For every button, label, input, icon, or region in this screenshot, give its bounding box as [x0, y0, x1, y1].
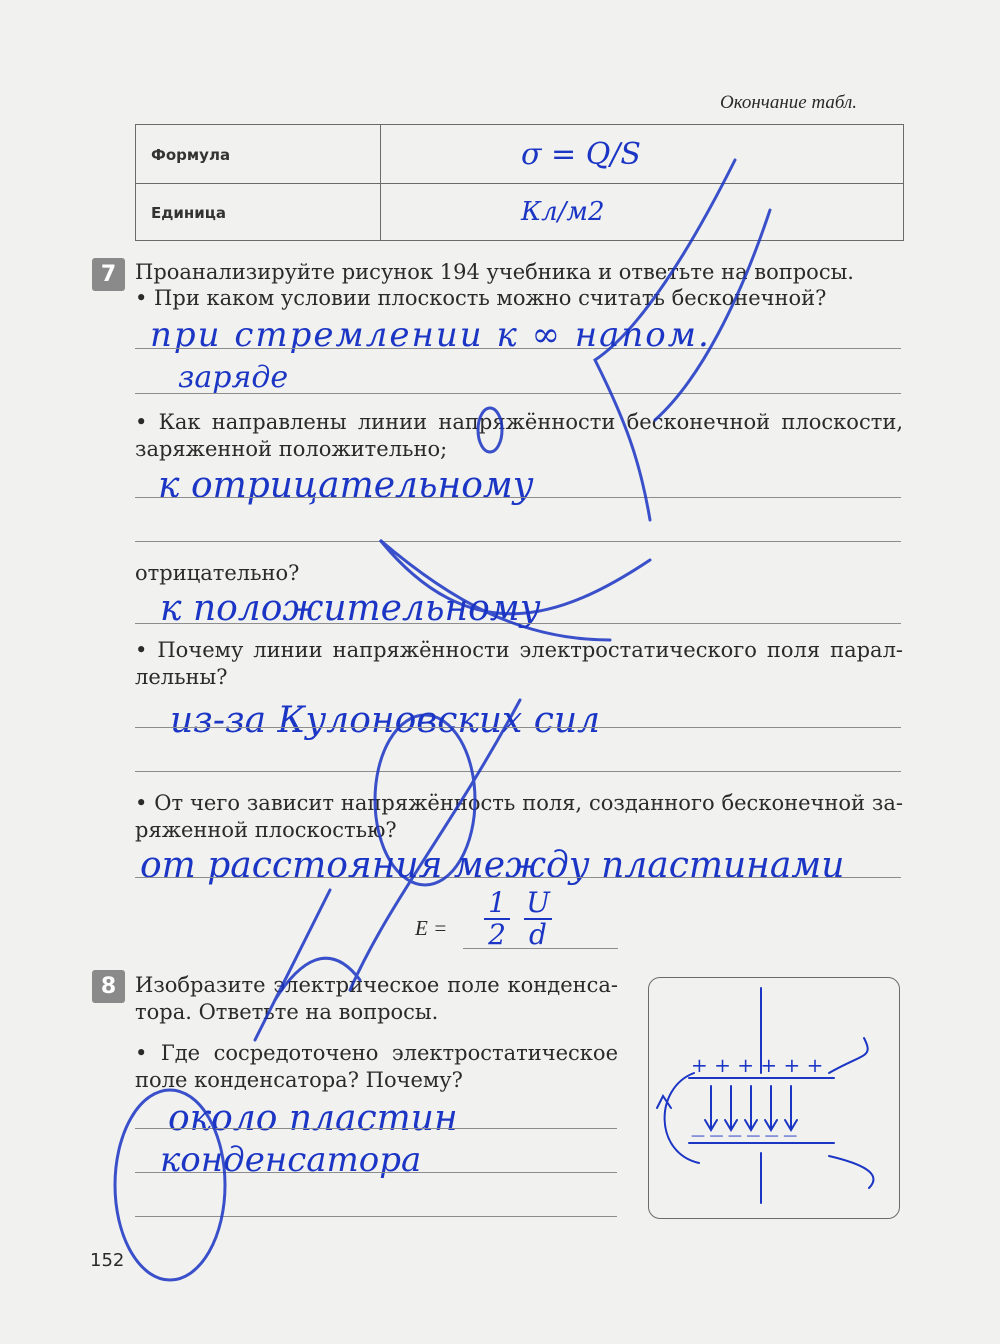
answer-text: конденсатора	[160, 1140, 422, 1180]
answer-line	[135, 877, 901, 878]
task-7-question-1: • При каком условии плоскость можно считать бесконечной?	[135, 286, 827, 310]
drawing-box	[648, 977, 900, 1219]
task-7-question-2: • Как направлены линии напряжённости бесконечной плоскости, заряженной положительно;	[135, 410, 903, 461]
capacitor-field-drawing	[649, 978, 899, 1218]
task-7-question-3: • Почему линии напряжённости электростатического поля парал- лельны?	[135, 638, 903, 689]
task-8-badge: 8	[92, 970, 125, 1003]
row-answer-formula: σ = Q/S	[381, 125, 904, 184]
row-answer-unit: Кл/м2	[381, 184, 904, 241]
answer-text: к положительному	[160, 588, 541, 629]
answer-line	[135, 771, 901, 772]
plus-signs: + + + + + +	[691, 1053, 824, 1077]
task-7-badge: 7	[92, 258, 125, 291]
answer-text: к отрицательному	[158, 465, 534, 506]
answer-line	[135, 497, 901, 498]
formula-label: E =	[415, 916, 448, 940]
table-row	[136, 125, 904, 184]
formula-line	[463, 948, 618, 949]
minus-signs: — — — — — —	[691, 1128, 798, 1144]
answer-line	[135, 1172, 617, 1173]
answer-text: около пластин	[168, 1098, 458, 1139]
formula-fraction-1: 1 2	[484, 888, 510, 950]
answer-text: при стремлении к ∞ напом.	[150, 315, 711, 355]
task-7-question-4: • От чего зависит напряжённость поля, созданного бесконечной за- ряженной плоскостью?	[135, 791, 903, 842]
answer-text: из-за Кулоновских сил	[170, 700, 601, 741]
row-label-unit: Единица	[136, 184, 381, 241]
task-7-intro: Проанализируйте рисунок 194 учебника и ответьте на вопросы.	[135, 260, 854, 284]
table-row	[136, 184, 904, 241]
answer-text: от расстояния между пластинами	[140, 845, 845, 886]
answer-line	[135, 393, 901, 394]
task-8-intro: Изобразите электрическое поле конденса- тора. Ответьте на вопросы.	[135, 973, 618, 1024]
answer-line	[135, 1216, 617, 1217]
answer-line	[135, 623, 901, 624]
formula-table	[135, 124, 904, 241]
page-number: 152	[90, 1250, 125, 1271]
answer-line	[135, 541, 901, 542]
answer-text: заряде	[178, 360, 289, 395]
answer-line	[135, 348, 901, 349]
table-caption: Окончание табл.	[720, 92, 858, 113]
task-8-question-1: • Где сосредоточено электростатическое поле конденсатора? Почему?	[135, 1041, 618, 1092]
answer-line	[135, 1128, 617, 1129]
answer-line	[135, 727, 901, 728]
row-label-formula: Формула	[136, 125, 381, 184]
formula-fraction-2: U d	[524, 888, 552, 950]
task-7-question-2b: отрицательно?	[135, 561, 300, 585]
